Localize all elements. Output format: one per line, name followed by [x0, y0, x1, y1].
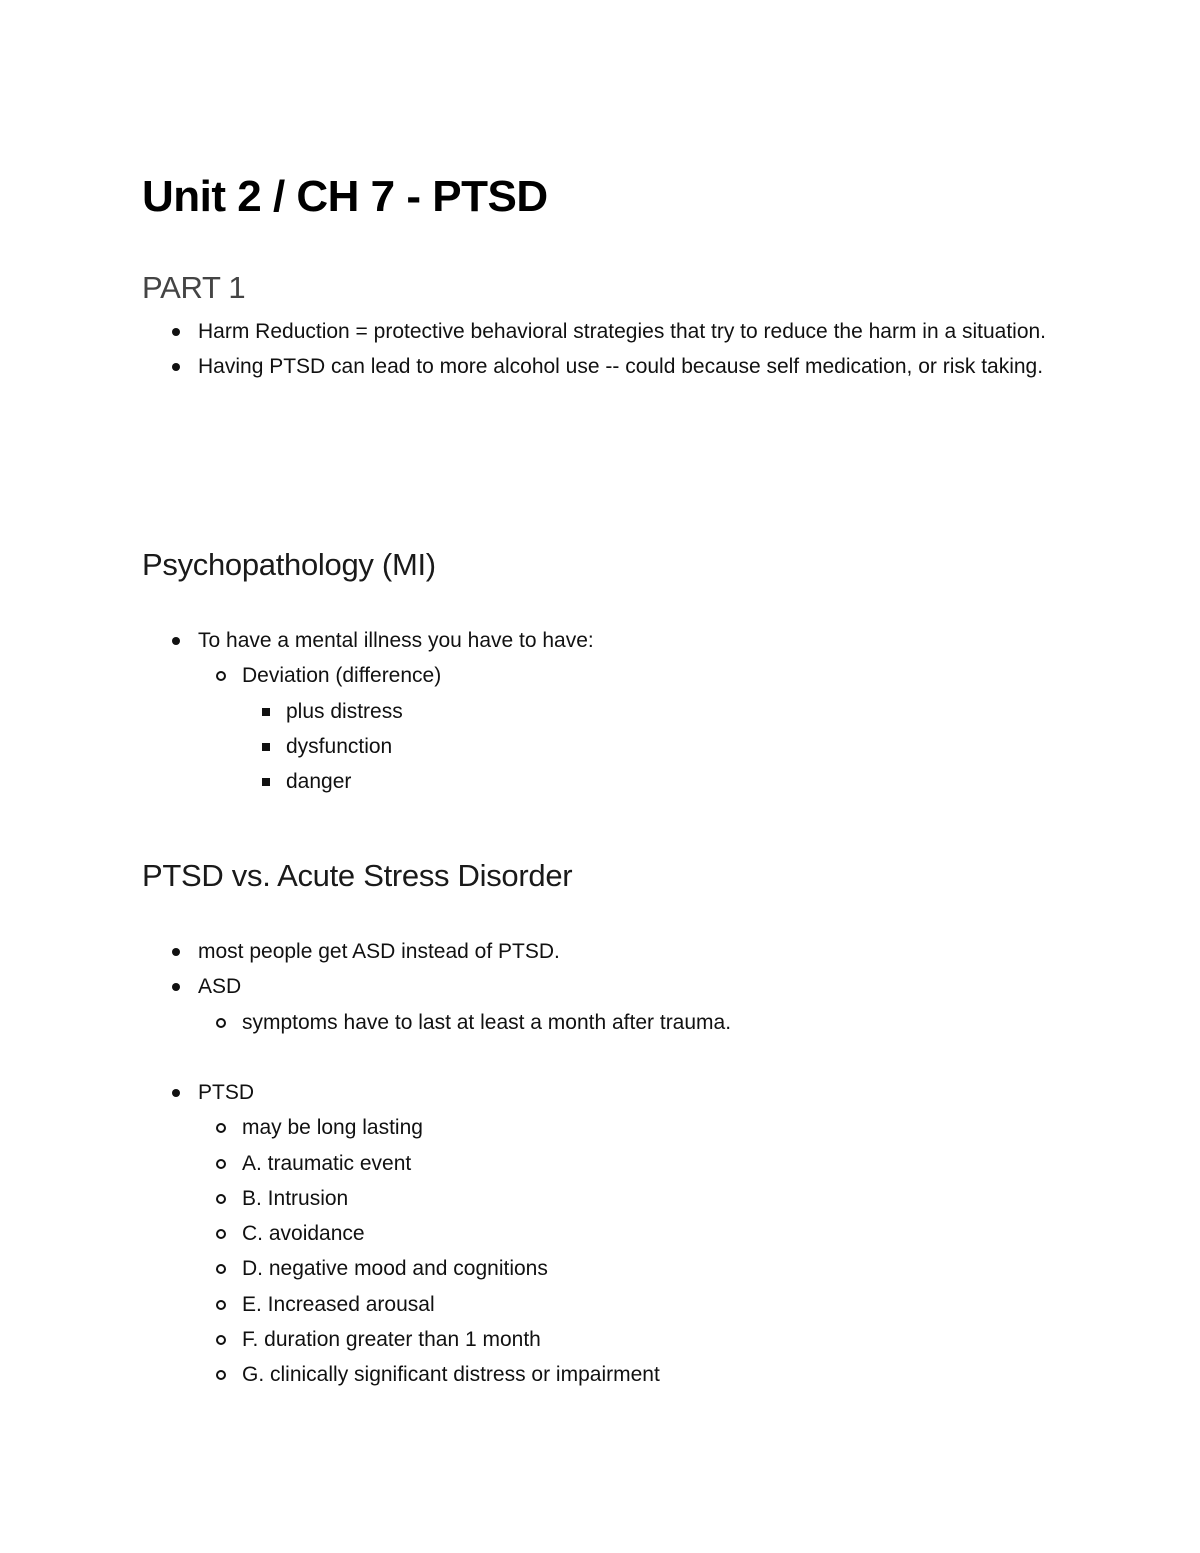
bullet-circle-icon: [216, 1018, 226, 1028]
list-item: [198, 1322, 660, 1357]
list-item-text: danger: [286, 770, 352, 794]
list-item-text: G. clinically significant distress or impairment: [242, 1363, 660, 1387]
list-item: [142, 623, 594, 799]
bullet-square-icon: [262, 743, 270, 751]
list-item-text: To have a mental illness you have to have:: [198, 629, 594, 652]
section-heading-ptsd-vs-asd: PTSD vs. Acute Stress Disorder: [142, 858, 573, 893]
list-item-text: Deviation (difference): [242, 664, 442, 688]
list-item-text: ASD: [198, 975, 242, 999]
bullet-disc-icon: [172, 983, 180, 991]
bullet-circle-icon: [216, 1229, 226, 1239]
list-item: [198, 1146, 660, 1181]
nested-list: [198, 658, 594, 799]
nested-list: [198, 1110, 660, 1392]
list-item: [242, 764, 594, 799]
list-item: [198, 1110, 660, 1145]
bullet-circle-icon: [216, 671, 226, 681]
section-heading-psychopathology: Psychopathology (MI): [142, 547, 436, 582]
list-item-text: E. Increased arousal: [242, 1292, 435, 1316]
nested-list: [198, 1005, 731, 1040]
list-item-text: B. Intrusion: [242, 1186, 349, 1210]
list-item: [198, 1357, 660, 1392]
psychopathology-list: [142, 623, 594, 799]
list-item-text: F. duration greater than 1 month: [242, 1328, 541, 1352]
list-item: [242, 729, 594, 764]
section-heading-part-1: PART 1: [142, 270, 246, 305]
list-item: [198, 1216, 660, 1251]
list-item-text: Harm Reduction = protective behavioral strategies that try to reduce the harm in a situation.: [198, 320, 1047, 343]
list-item-text: dysfunction: [286, 734, 393, 758]
bullet-disc-icon: [172, 637, 180, 645]
bullet-circle-icon: [216, 1159, 226, 1169]
part-1-list: [142, 314, 1068, 385]
list-item: [142, 1075, 660, 1393]
list-item-text: may be long lasting: [242, 1116, 423, 1140]
bullet-disc-icon: [172, 328, 180, 336]
nested-list: [242, 694, 594, 800]
list-item-text: most people get ASD instead of PTSD.: [198, 940, 560, 963]
list-item-text: Having PTSD can lead to more alcohol use -- could because self medication, or risk taking.: [198, 355, 1044, 379]
list-item: [142, 934, 731, 969]
bullet-circle-icon: [216, 1264, 226, 1274]
list-item-text: PTSD: [198, 1081, 255, 1104]
list-item-text: D. negative mood and cognitions: [242, 1257, 548, 1281]
list-item-text: symptoms have to last at least a month after trauma.: [242, 1010, 732, 1034]
ptsd-vs-asd-list-2: [142, 1075, 660, 1393]
list-item-text: C. avoidance: [242, 1222, 365, 1246]
bullet-disc-icon: [172, 948, 180, 956]
list-item: [198, 1287, 660, 1322]
bullet-square-icon: [262, 708, 270, 716]
bullet-circle-icon: [216, 1370, 226, 1380]
list-item-text: plus distress: [286, 699, 403, 723]
document-title: Unit 2 / CH 7 - PTSD: [142, 172, 548, 221]
bullet-circle-icon: [216, 1335, 226, 1345]
bullet-disc-icon: [172, 363, 180, 371]
bullet-circle-icon: [216, 1300, 226, 1310]
list-item: [142, 969, 731, 1040]
list-item-text: A. traumatic event: [242, 1151, 412, 1175]
list-item: [142, 314, 1068, 349]
list-item: [242, 694, 594, 729]
bullet-square-icon: [262, 778, 270, 786]
list-item: [198, 1251, 660, 1286]
list-item: [198, 658, 594, 799]
bullet-circle-icon: [216, 1194, 226, 1204]
ptsd-vs-asd-list-1: [142, 934, 731, 1040]
list-item: [198, 1005, 731, 1040]
bullet-circle-icon: [216, 1123, 226, 1133]
list-item: [198, 1181, 660, 1216]
list-item: [142, 349, 1068, 384]
bullet-disc-icon: [172, 1089, 180, 1097]
